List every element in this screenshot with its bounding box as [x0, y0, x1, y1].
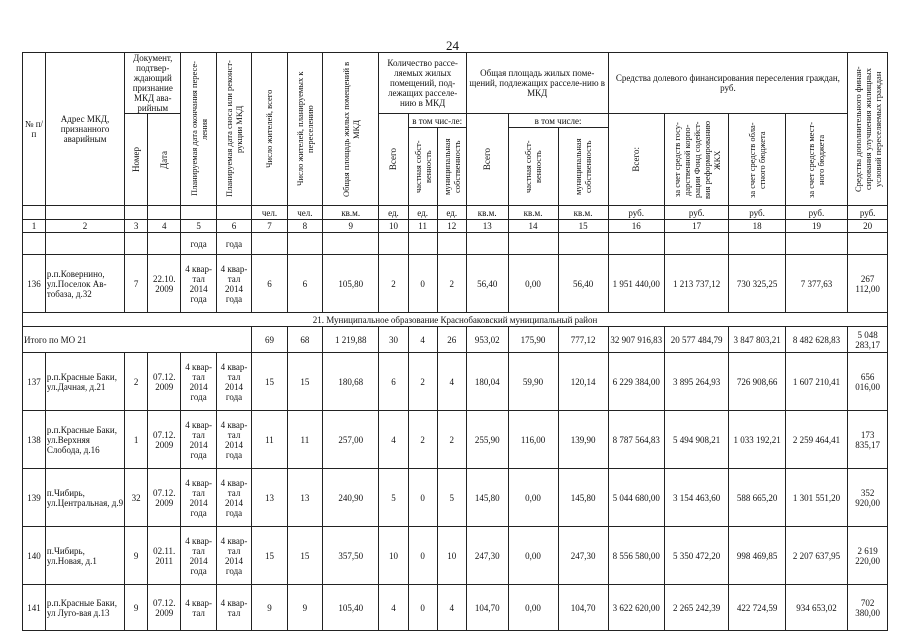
row-number: 137: [23, 353, 46, 411]
row-value: 7 377,63: [785, 255, 848, 313]
unit-cell: ед.: [408, 206, 437, 220]
header-address: Адрес МКД, признанного аварийным: [45, 53, 124, 206]
row-value: 15: [287, 353, 322, 411]
header-fund-regional: за счет средств обла-стного бюджета: [729, 114, 785, 206]
row-value: 4: [379, 585, 408, 631]
header-count-total: Всего: [379, 114, 408, 206]
col-num: 2: [45, 220, 124, 233]
col-num: 1: [23, 220, 46, 233]
row-value: 6: [252, 255, 287, 313]
col-num: 7: [252, 220, 287, 233]
col-num: 11: [408, 220, 437, 233]
col-num: 20: [848, 220, 888, 233]
row-value: 702 380,00: [848, 585, 888, 631]
unit-cell: руб.: [848, 206, 888, 220]
row-value: 2 265 242,39: [664, 585, 729, 631]
resettlement-table: [22, 52, 888, 631]
table-row: [23, 255, 888, 313]
row-demolition-date: 4 квар-тал 2014 года: [216, 469, 251, 527]
col-num: 14: [508, 220, 558, 233]
row-demolition-date: 4 квар-тал 2014 года: [216, 411, 251, 469]
row-value: 730 325,25: [729, 255, 785, 313]
row-value: 104,70: [466, 585, 508, 631]
header-doc-date: Дата: [148, 114, 181, 206]
row-number: 141: [23, 585, 46, 631]
row-value: 247,30: [466, 527, 508, 585]
row-value: 13: [287, 469, 322, 527]
header-area-total: Всего: [466, 114, 508, 206]
row-value: 5: [379, 469, 408, 527]
unit-cell: ед.: [437, 206, 466, 220]
row-doc-number: 7: [125, 255, 148, 313]
row-value: 56,40: [466, 255, 508, 313]
header-count-incl: в том чис-ле:: [408, 114, 466, 128]
row-doc-date: 07.12. 2009: [148, 469, 181, 527]
row-value: 5 350 472,20: [664, 527, 729, 585]
row-value: 2 259 464,41: [785, 411, 848, 469]
row-address: р.п.Красные Баки, ул.Дачная, д.21: [45, 353, 124, 411]
col-num: 15: [558, 220, 608, 233]
column-numbers-row: [23, 220, 888, 233]
total-value: 3 847 803,21: [729, 327, 785, 353]
row-doc-date: 07.12. 2009: [148, 585, 181, 631]
row-doc-number: 9: [125, 585, 148, 631]
row-value: 4: [437, 353, 466, 411]
row-address: п.Чибирь, ул.Новая, д.1: [45, 527, 124, 585]
row-value: 2 619 220,00: [848, 527, 888, 585]
unit-cell: кв.м.: [466, 206, 508, 220]
row-value: 5 494 908,21: [664, 411, 729, 469]
section-title: 21. Муниципальное образование Краснобаковский муниципальный район: [23, 313, 888, 327]
total-value: 26: [437, 327, 466, 353]
row-value: 11: [252, 411, 287, 469]
row-value: 588 665,20: [729, 469, 785, 527]
total-value: 5 048 283,17: [848, 327, 888, 353]
row-resettle-date: 4 квар-тал 2014 года: [181, 527, 216, 585]
table-row: [23, 411, 888, 469]
units-row: [23, 206, 888, 220]
row-value: 257,00: [323, 411, 379, 469]
row-value: 4: [437, 585, 466, 631]
unit-cell: руб.: [608, 206, 664, 220]
total-value: 69: [252, 327, 287, 353]
row-value: 5 044 680,00: [608, 469, 664, 527]
row-value: 173 835,17: [848, 411, 888, 469]
unit-cell: руб.: [729, 206, 785, 220]
row-value: 5: [437, 469, 466, 527]
row-address: р.п.Красные Баки, ул Луго-вая д.13: [45, 585, 124, 631]
row-value: 59,90: [508, 353, 558, 411]
row-value: 116,00: [508, 411, 558, 469]
section-row: [23, 313, 888, 327]
col-num: 10: [379, 220, 408, 233]
total-value: 777,12: [558, 327, 608, 353]
row-value: 2: [437, 411, 466, 469]
row-demolition-date: 4 квар-тал 2014 года: [216, 353, 251, 411]
row-value: 10: [437, 527, 466, 585]
row-address: п.Чибирь, ул.Центральная, д.9: [45, 469, 124, 527]
col-num: 5: [181, 220, 216, 233]
row-doc-date: 02.11. 2011: [148, 527, 181, 585]
row-value: 9: [252, 585, 287, 631]
row-doc-number: 2: [125, 353, 148, 411]
header-residents-planned: Число жителей, планируемых к переселению: [287, 53, 322, 206]
row-value: 0: [408, 527, 437, 585]
unit-cell: чел.: [252, 206, 287, 220]
col-num: 19: [785, 220, 848, 233]
row-value: 2: [437, 255, 466, 313]
row-value: 2: [408, 353, 437, 411]
row-resettle-date: 4 квар-тал 2014 года: [181, 469, 216, 527]
total-value: 1 219,88: [323, 327, 379, 353]
row-value: 145,80: [466, 469, 508, 527]
row-value: 120,14: [558, 353, 608, 411]
header-number: № п/п: [23, 53, 46, 206]
row-value: 105,80: [323, 255, 379, 313]
header-area-to-resettle: Общая площадь жилых поме-щений, подлежащих расселе-нию в МКД: [466, 53, 608, 114]
row-value: 9: [287, 585, 322, 631]
row-value: 255,90: [466, 411, 508, 469]
total-value: 68: [287, 327, 322, 353]
col-num: 3: [125, 220, 148, 233]
row-value: 0: [408, 469, 437, 527]
header-area-private: частная собст-венность: [508, 128, 558, 206]
total-row: [23, 327, 888, 353]
total-value: 20 577 484,79: [664, 327, 729, 353]
unit-cell: кв.м.: [558, 206, 608, 220]
header-fund-fond: за счет средств госу-дарственной корпо-рации Фонд содейст-вия реформированию ЖКХ: [664, 114, 729, 206]
row-value: 357,50: [323, 527, 379, 585]
header-area-incl: в том числе:: [508, 114, 608, 128]
total-value: 175,90: [508, 327, 558, 353]
table-row: [23, 585, 888, 631]
col-num: 9: [323, 220, 379, 233]
unit-cell: руб.: [785, 206, 848, 220]
row-value: 15: [252, 527, 287, 585]
row-doc-number: 9: [125, 527, 148, 585]
carry-over-row: [23, 233, 888, 255]
header-area-municipal: муниципальная собственность: [558, 128, 608, 206]
row-value: 2 207 637,95: [785, 527, 848, 585]
unit-cell: руб.: [664, 206, 729, 220]
header-resettle-date: Планируемая дата окончания пересе-ления: [181, 53, 216, 206]
header-doc-number: Номер: [125, 114, 148, 206]
row-value: 56,40: [558, 255, 608, 313]
row-resettle-date: 4 квар-тал 2014 года: [181, 411, 216, 469]
page-number: 24: [446, 38, 459, 53]
row-value: 656 016,00: [848, 353, 888, 411]
header-premises-count: Количество рассе-ляемых жилых помещений, под-лежащих расселе-нию в МКД: [379, 53, 467, 114]
row-value: 180,04: [466, 353, 508, 411]
carry-cell: года: [216, 233, 251, 255]
row-number: 139: [23, 469, 46, 527]
total-value: 30: [379, 327, 408, 353]
header-residents-total: Число жителей, всего: [252, 53, 287, 206]
row-number: 140: [23, 527, 46, 585]
row-value: 726 908,66: [729, 353, 785, 411]
header-count-private: частная собст-венность: [408, 128, 437, 206]
row-value: 267 112,00: [848, 255, 888, 313]
table-row: [23, 469, 888, 527]
row-resettle-date: 4 квар-тал 2014 года: [181, 353, 216, 411]
col-num: 17: [664, 220, 729, 233]
total-value: 953,02: [466, 327, 508, 353]
carry-cell: года: [181, 233, 216, 255]
row-value: 0,00: [508, 469, 558, 527]
row-doc-date: 07.12. 2009: [148, 353, 181, 411]
col-num: 8: [287, 220, 322, 233]
row-number: 138: [23, 411, 46, 469]
row-value: 8 556 580,00: [608, 527, 664, 585]
row-value: 3 154 463,60: [664, 469, 729, 527]
row-value: 104,70: [558, 585, 608, 631]
total-value: 4: [408, 327, 437, 353]
header-fund-local: за счет средств мест-ного бюджета: [785, 114, 848, 206]
row-value: 6 229 384,00: [608, 353, 664, 411]
row-demolition-date: 4 квар-тал: [216, 585, 251, 631]
unit-cell: кв.м.: [323, 206, 379, 220]
row-value: 180,68: [323, 353, 379, 411]
table-row: [23, 353, 888, 411]
row-value: 240,90: [323, 469, 379, 527]
table-row: [23, 527, 888, 585]
total-value: 32 907 916,83: [608, 327, 664, 353]
col-num: 16: [608, 220, 664, 233]
row-address: р.п.Красные Баки, ул.Верхняя Слобода, д.16: [45, 411, 124, 469]
header-demolition-date: Планируемая дата сноса или реконст-рукции МКД: [216, 53, 251, 206]
row-value: 934 653,02: [785, 585, 848, 631]
row-doc-number: 1: [125, 411, 148, 469]
row-number: 136: [23, 255, 46, 313]
row-value: 352 920,00: [848, 469, 888, 527]
row-doc-date: 07.12. 2009: [148, 411, 181, 469]
row-value: 145,80: [558, 469, 608, 527]
header-fund-total: Всего:: [608, 114, 664, 206]
row-value: 2: [379, 255, 408, 313]
row-address: р.п.Ковернино, ул.Поселок Ав-тобаза, д.32: [45, 255, 124, 313]
unit-cell: кв.м.: [508, 206, 558, 220]
row-value: 1 607 210,41: [785, 353, 848, 411]
row-value: 13: [252, 469, 287, 527]
row-value: 2: [408, 411, 437, 469]
row-resettle-date: 4 квар-тал: [181, 585, 216, 631]
header-count-municipal: муниципальная собственность: [437, 128, 466, 206]
row-value: 11: [287, 411, 322, 469]
row-value: 0: [408, 255, 437, 313]
row-doc-number: 32: [125, 469, 148, 527]
row-value: 105,40: [323, 585, 379, 631]
col-num: 6: [216, 220, 251, 233]
row-value: 0,00: [508, 585, 558, 631]
row-value: 998 469,85: [729, 527, 785, 585]
total-label: Итого по МО 21: [23, 327, 252, 353]
row-value: 10: [379, 527, 408, 585]
header-document: Документ, подтвер-ждающий признание МКД ава-рийным: [125, 53, 181, 114]
row-doc-date: 22.10. 2009: [148, 255, 181, 313]
row-value: 6: [379, 353, 408, 411]
row-value: 3 895 264,93: [664, 353, 729, 411]
row-value: 0,00: [508, 255, 558, 313]
row-value: 15: [287, 527, 322, 585]
row-value: 422 724,59: [729, 585, 785, 631]
row-value: 0: [408, 585, 437, 631]
header-funding: Средства долевого финансирования переселения граждан, руб.: [608, 53, 848, 114]
row-value: 6: [287, 255, 322, 313]
row-demolition-date: 4 квар-тал 2014 года: [216, 255, 251, 313]
header-additional-funding: Средства дополнительного финан-сирования улучшения жилищных условий переселяемых граждан: [848, 53, 888, 206]
row-value: 1 951 440,00: [608, 255, 664, 313]
col-num: 13: [466, 220, 508, 233]
total-value: 8 482 628,83: [785, 327, 848, 353]
row-value: 1 301 551,20: [785, 469, 848, 527]
row-demolition-date: 4 квар-тал 2014 года: [216, 527, 251, 585]
col-num: 18: [729, 220, 785, 233]
row-resettle-date: 4 квар-тал 2014 года: [181, 255, 216, 313]
header-total-area: Общая площадь жилых помещений в МКД: [323, 53, 379, 206]
row-value: 8 787 564,83: [608, 411, 664, 469]
col-num: 12: [437, 220, 466, 233]
col-num: 4: [148, 220, 181, 233]
unit-cell: чел.: [287, 206, 322, 220]
row-value: 3 622 620,00: [608, 585, 664, 631]
row-value: 0,00: [508, 527, 558, 585]
row-value: 15: [252, 353, 287, 411]
row-value: 139,90: [558, 411, 608, 469]
row-value: 4: [379, 411, 408, 469]
unit-cell: ед.: [379, 206, 408, 220]
row-value: 1 213 737,12: [664, 255, 729, 313]
row-value: 247,30: [558, 527, 608, 585]
row-value: 1 033 192,21: [729, 411, 785, 469]
